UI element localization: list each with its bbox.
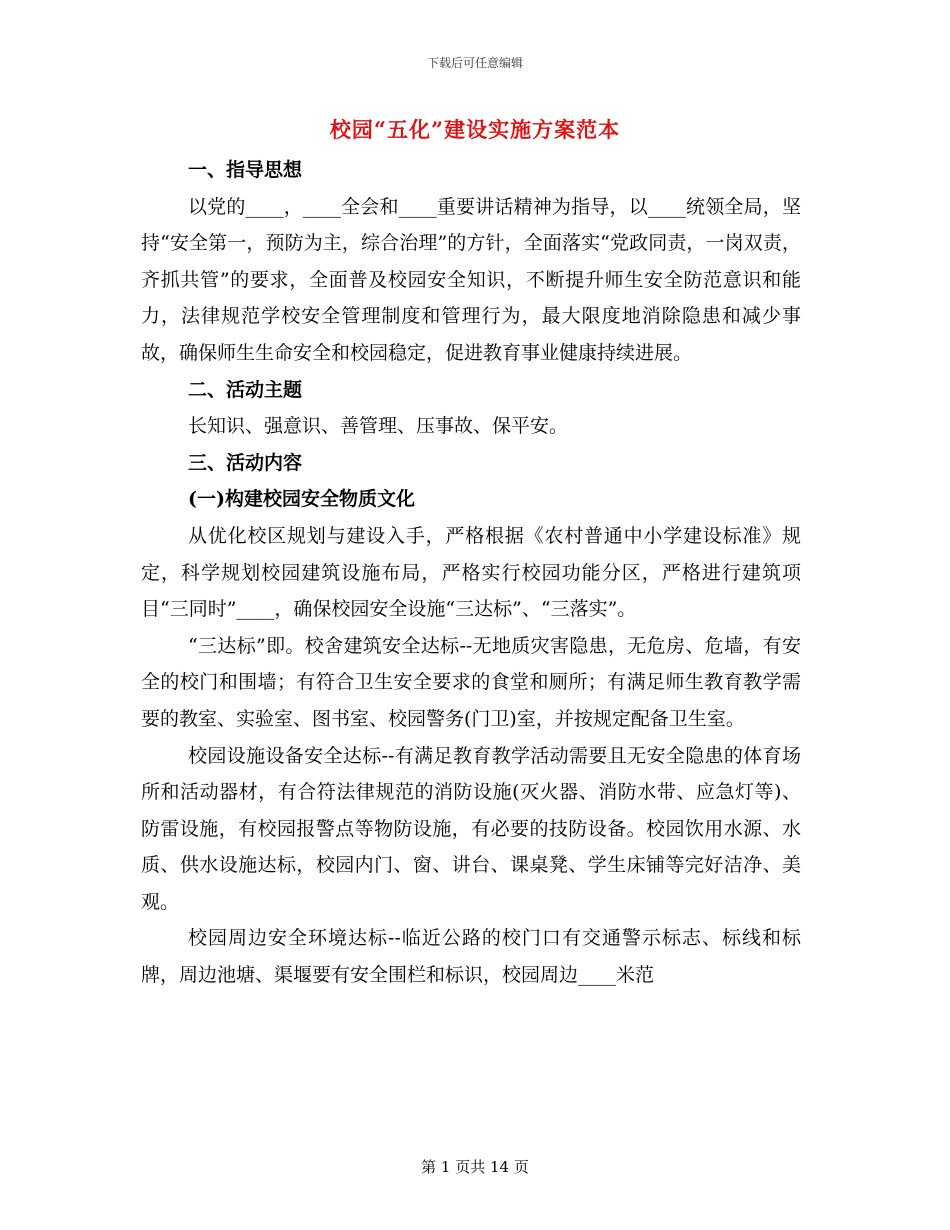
paragraph-surrounding-environment: 校园周边安全环境达标--临近公路的校门口有交通警示标志、标线和标牌，周边池塘、渠堰要有安全围栏和标识，校园周边____米范: [141, 927, 801, 987]
paragraph-three-standards: “三达标”即。校舍建筑安全达标--无地质灾害隐患，无危房、危墙，有安全的校门和围墙；有符合卫生安全要求的食堂和厕所；有满足师生教育教学需要的教室、实验室、图书室、校园警务(门卫)室，并按规定配备卫生室。: [141, 634, 801, 730]
paragraph-activity-theme: 长知识、强意识、善管理、压事故、保平安。: [188, 415, 569, 438]
document-body: [141, 152, 801, 994]
paragraph-campus-planning: 从优化校区规划与建设入手，严格根据《农村普通中小学建设标准》规定，科学规划校园建筑设施布局，严格实行校园功能分区，严格进行建筑项目“三同时”____，确保校园安全设施“三达标”、“三落实”。: [141, 524, 801, 621]
document-title: 校园“五化”建设实施方案范本: [329, 117, 621, 142]
subsection-heading-material-culture: (一)构建校园安全物质文化: [188, 488, 415, 511]
section-heading-activity-content: 三、活动内容: [188, 451, 303, 474]
paragraph-guiding-ideology: 以党的____，____全会和____重要讲话精神为指导，以____统领全局，坚持“安全第一，预防为主，综合治理”的方针，全面落实“党政同责，一岗双责，齐抓共管”的要求，全面普及校园安全知识，不断提升师生安全防范意识和能力，法律规范学校安全管理制度和管理行为，最大限度地消除隐患和减少事故，确保师生生命安全和校园稳定，促进教育事业健康持续进展。: [141, 195, 801, 364]
page-header-note: 下载后可任意编辑: [426, 56, 523, 70]
section-heading-guiding-ideology: 一、指导思想: [188, 159, 303, 181]
section-heading-activity-theme: 二、活动主题: [188, 378, 303, 401]
paragraph-facility-standards: 校园设施设备安全达标--有满足教育教学活动需要且无安全隐患的体育场所和活动器材，有合符法律规范的消防设施(灭火器、消防水带、应急灯等)、防雷设施，有校园报警点等物防设施，有必要的技防设备。校园饮用水源、水质、供水设施达标，校园内门、窗、讲台、课桌凳、学生床铺等完好洁净、美观。: [141, 744, 801, 913]
page-footer-page-number: 第 1 页共 14 页: [421, 1158, 529, 1176]
